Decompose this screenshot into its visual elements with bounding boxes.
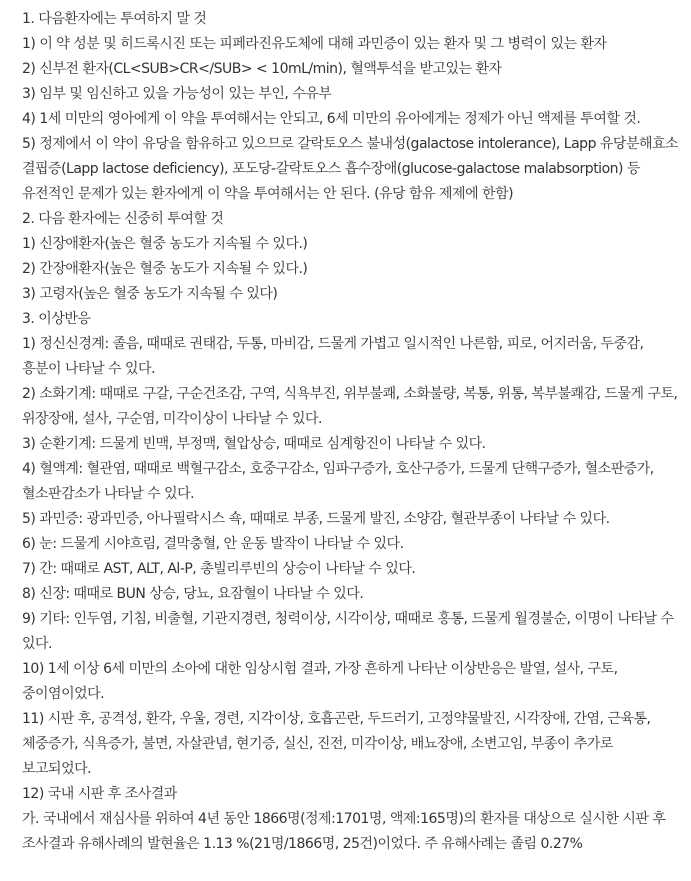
adverse-item-4: 4) 혈액계: 혈관염, 때때로 백혈구감소, 호중구감소, 임파구증가, 호산구증가, 드물게 단핵구증가, 혈소판증가, 혈소판감소가 나타날 수 있다. bbox=[22, 461, 654, 502]
contraindication-item-4: 4) 1세 미만의 영아에게 이 약을 투여해서는 안되고, 6세 미만의 유아에게는 정제가 아닌 액제를 투여할 것. bbox=[22, 111, 641, 127]
adverse-item-10: 10) 1세 이상 6세 미만의 소아에 대한 임상시험 결과, 가장 흔하게 나타난 이상반응은 발열, 설사, 구토, 중이염이었다. bbox=[22, 661, 618, 702]
adverse-item-3: 3) 순환기계: 드물게 빈맥, 부정맥, 혈압상승, 때때로 심계항진이 나타날 수 있다. bbox=[22, 436, 486, 452]
caution-item-1: 1) 신장애환자(높은 혈중 농도가 지속될 수 있다.) bbox=[22, 236, 308, 252]
contraindication-item-2: 2) 신부전 환자(CL<SUB>CR</SUB> < 10mL/min), 혈액투석을 받고있는 환자 bbox=[22, 61, 502, 77]
adverse-item-1: 1) 정신신경계: 졸음, 때때로 권태감, 두통, 마비감, 드물게 가볍고 일시적인 나른함, 피로, 어지러움, 두중감, 흥분이 나타날 수 있다. bbox=[22, 336, 644, 377]
adverse-item-8: 8) 신장: 때때로 BUN 상승, 당뇨, 요잠혈이 나타날 수 있다. bbox=[22, 586, 364, 602]
contraindication-item-3: 3) 임부 및 임신하고 있을 가능성이 있는 부인, 수유부 bbox=[22, 86, 332, 102]
adverse-item-7: 7) 간: 때때로 AST, ALT, Al-P, 총빌리루빈의 상승이 나타날 수 있다. bbox=[22, 561, 416, 577]
contraindication-item-1: 1) 이 약 성분 및 히드록시진 또는 피페라진유도체에 대해 과민증이 있는 환자 및 그 병력이 있는 환자 bbox=[22, 36, 607, 52]
drug-label-document bbox=[22, 7, 684, 857]
adverse-item-11: 11) 시판 후, 공격성, 환각, 우울, 경련, 지각이상, 호흡곤란, 두드러기, 고정약물발진, 시각장애, 간염, 근육통, 체중증가, 식욕증가, 불면, 자살관념, 현기증, 실신, 진전, 미각이상, 배뇨장애, 소변고임, 부종이 추가로 보고되었다. bbox=[22, 711, 651, 777]
section-heading-caution: 2. 다음 환자에는 신중히 투여할 것 bbox=[22, 211, 224, 227]
adverse-item-2: 2) 소화기계: 때때로 구갈, 구순건조감, 구역, 식욕부진, 위부불쾌, 소화불량, 복통, 위통, 복부불쾌감, 드물게 구토, 위장장애, 설사, 구순염, 미각이상이 나타날 수 있다. bbox=[22, 386, 678, 427]
adverse-item-12-sub-a: 가. 국내에서 재심사를 위하여 4년 동안 1866명(정제:1701명, 액제:165명)의 환자를 대상으로 실시한 시판 후 조사결과 유해사례의 발현율은 1.13 %(21명/1866명, 25건)이었다. 주 유해사례는 졸림 0.27% bbox=[22, 811, 666, 852]
adverse-item-9: 9) 기타: 인두염, 기침, 비출혈, 기관지경련, 청력이상, 시각이상, 때때로 홍통, 드물게 월경불순, 이명이 나타날 수 있다. bbox=[22, 611, 674, 652]
section-heading-adverse-reactions: 3. 이상반응 bbox=[22, 311, 91, 327]
adverse-item-12: 12) 국내 시판 후 조사결과 bbox=[22, 786, 177, 802]
caution-item-2: 2) 간장애환자(높은 혈중 농도가 지속될 수 있다.) bbox=[22, 261, 308, 277]
adverse-item-6: 6) 눈: 드물게 시야흐림, 결막충혈, 안 운동 발작이 나타날 수 있다. bbox=[22, 536, 404, 552]
caution-item-3: 3) 고령자(높은 혈중 농도가 지속될 수 있다) bbox=[22, 286, 278, 302]
contraindication-item-5: 5) 정제에서 이 약이 유당을 함유하고 있으므로 갈락토오스 불내성(galactose intolerance), Lapp 유당분해효소 결핍증(Lapp lactose deficiency), 포도당-갈락토오스 흡수장애(glucose-galactose malabsorption) 등 유전적인 문제가 있는 환자에게 이 약을 투여해서는 안 된다. (유당 함유 제제에 한함) bbox=[22, 136, 679, 202]
section-heading-contraindications: 1. 다음환자에는 투여하지 말 것 bbox=[22, 11, 207, 27]
adverse-item-5: 5) 과민증: 광과민증, 아나필락시스 쇽, 때때로 부종, 드물게 발진, 소양감, 혈관부종이 나타날 수 있다. bbox=[22, 511, 610, 527]
